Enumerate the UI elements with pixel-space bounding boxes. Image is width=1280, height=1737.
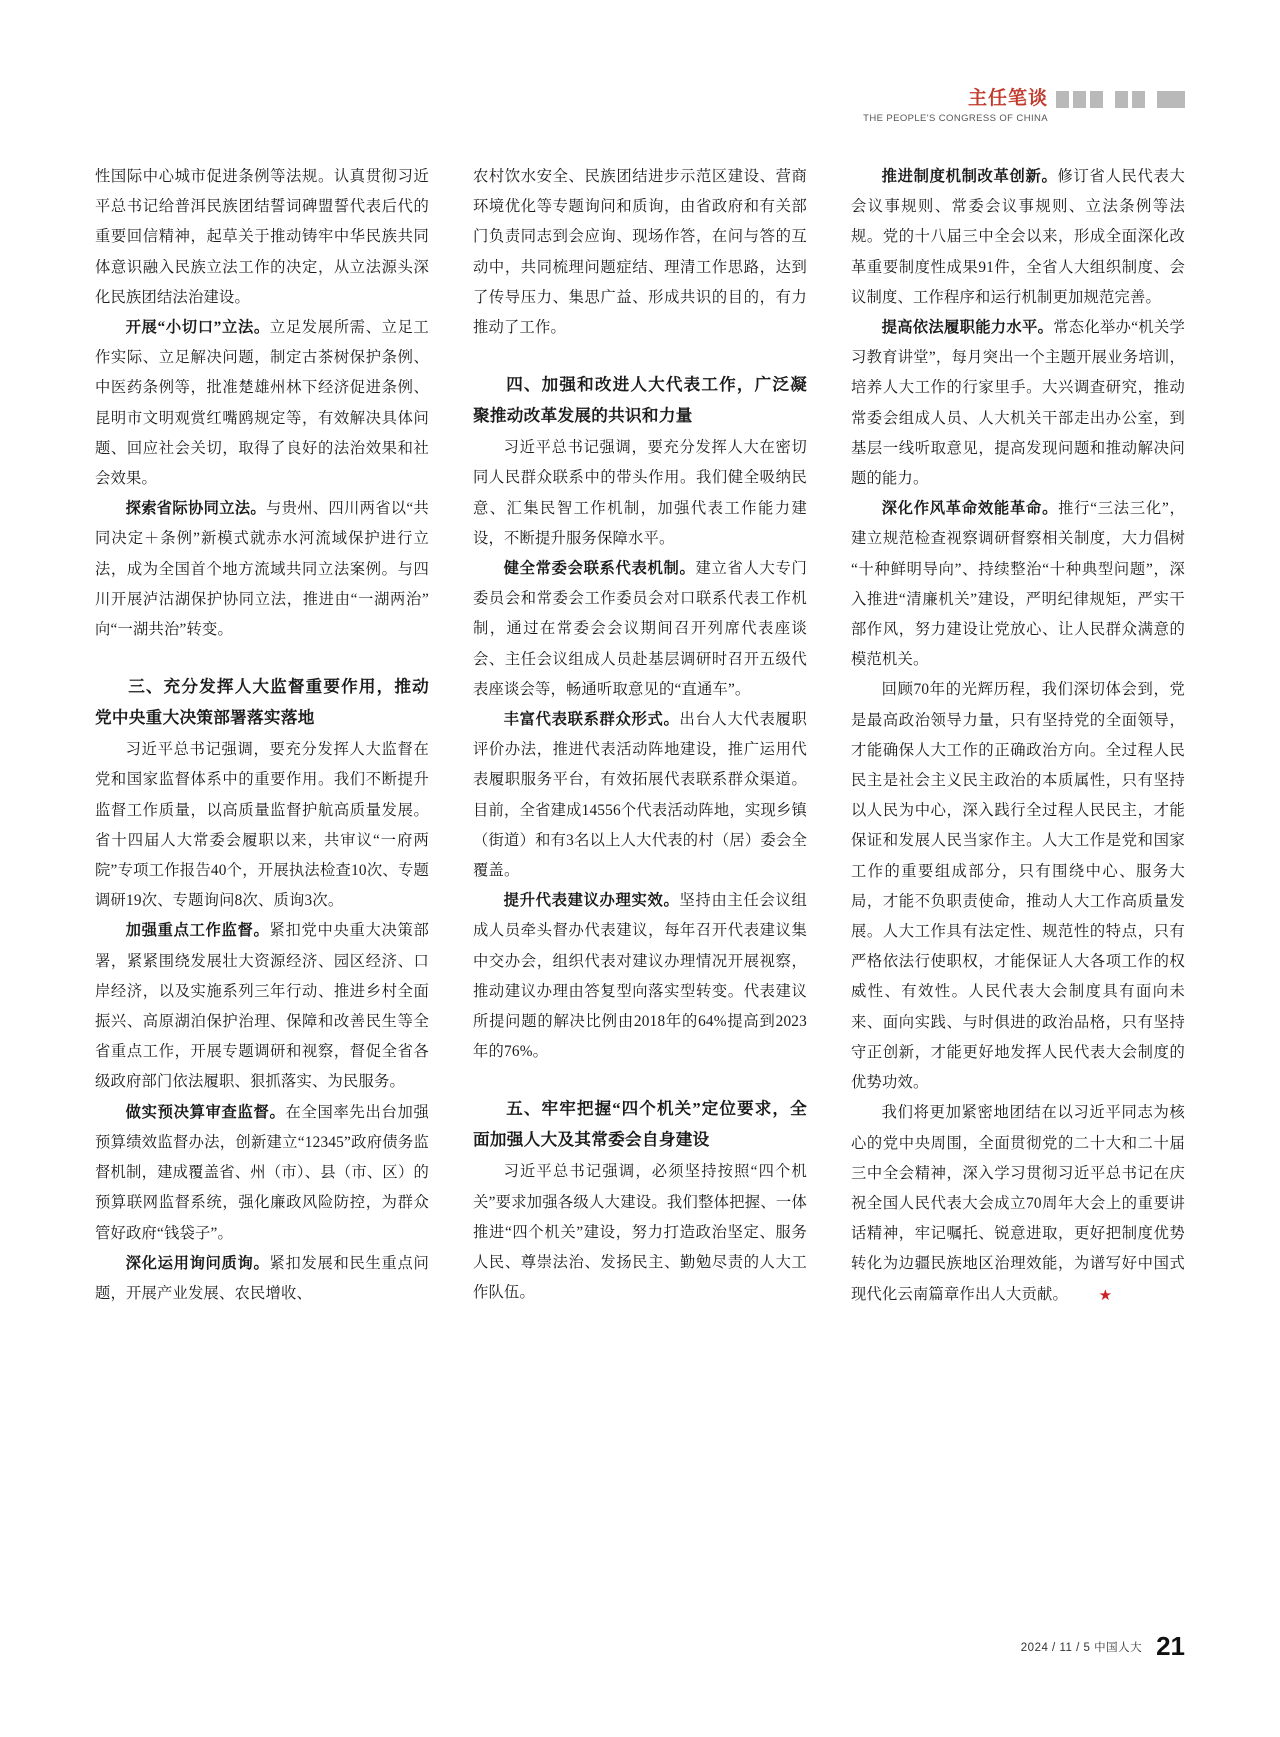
paragraph-lead: 提高依法履职能力水平。 [881,319,1054,337]
body-paragraph [473,433,807,554]
text-column [851,162,1185,1310]
paragraph-lead: 丰富代表联系群众形式。 [503,711,680,729]
body-paragraph [851,313,1185,494]
paragraph-text: 习近平总书记强调，要充分发挥人大在密切同人民群众联系中的带头作用。我们健全吸纳民意、汇集民智工作机制，加强代表工作能力建设，不断提升服务保障水平。 [473,439,807,547]
body-paragraph [851,675,1185,1098]
header-bar [1132,91,1145,108]
body-paragraph [473,705,807,886]
article-columns [95,162,1185,1310]
header-title-cn: 主任笔谈 [967,88,1048,109]
body-paragraph [473,1157,807,1308]
section-heading: 三、充分发挥人大监督重要作用，推动党中央重大决策部署落实落地 [95,677,429,728]
page-footer [1021,1633,1185,1659]
paragraph-lead: 开展“小切口”立法。 [125,319,270,337]
paragraph-text: 推行“三法三化”，建立规范检查视察调研督察相关制度，大力倡树“十种鲜明导向”、持续整治“十种典型问题”，深入推进“清廉机关”建设，严明纪律规矩，严实干部作风，努力建设让党放心、让人民群众满意的模范机关。 [851,500,1185,669]
body-paragraph [95,494,429,645]
header-titles [863,88,1048,125]
footer-meta: 2024 / 11 / 5 中国人大 [1020,1642,1143,1654]
paragraph-text: 回顾70年的光辉历程，我们深切体会到，党是最高政治领导力量，只有坚持党的全面领导，才能确保人大工作的正确政治方向。全过程人民民主是社会主义民主政治的本质属性，只有坚持以人民为中心，深入践行全过程人民民主，才能保证和发展人民当家作主。人大工作是党和国家工作的重要组成部分，只有围绕中心、服务大局，才能不负职责使命，推动人大工作高质量发展。人大工作具有法定性、规范性的特点，只有严格依法行使职权，才能保证人大各项工作的权威性、有效性。人民代表大会制度具有面向未来、面向实践、与时俱进的政治品格，只有坚持守正创新，才能更好地发挥人民代表大会制度的优势功效。 [851,681,1185,1092]
header-decoration-bars [1056,91,1185,108]
paragraph-lead: 加强重点工作监督。 [125,922,270,940]
header-title-en: THE PEOPLE'S CONGRESS OF CHINA [863,112,1048,124]
header-bar-gap [1149,91,1153,108]
article-end-mark: ★ [1098,1287,1113,1304]
body-paragraph [851,1098,1185,1309]
paragraph-text: 紧扣党中央重大决策部署，紧紧围绕发展壮大资源经济、园区经济、口岸经济，以及实施系列三年行动、推进乡村全面振兴、高原湖泊保护治理、保障和改善民生等全省重点工作，开展专题调研和视察，督促全省各级政府部门依法履职、狠抓落实、为民服务。 [95,922,429,1091]
paragraph-lead: 深化作风革命效能革命。 [881,500,1059,518]
body-paragraph [95,916,429,1097]
body-paragraph [95,162,429,313]
header-bar [1115,91,1128,108]
paragraph-text: 在全国率先出台加强预算绩效监督办法，创新建立“12345”政府债务监督机制，建成覆盖省、州（市）、县（市、区）的预算联网监督系统，强化廉政风险防控，为群众管好政府“钱袋子”。 [95,1103,429,1242]
body-paragraph [95,735,429,916]
page-header [863,88,1185,125]
section-heading: 四、加强和改进人大代表工作，广泛凝聚推动改革发展的共识和力量 [473,375,807,426]
paragraph-text: 立足发展所需、立足工作实际、立足解决问题，制定古茶树保护条例、中医药条例等，批准楚雄州林下经济促进条例、昆明市文明观赏红嘴鸥规定等，有效解决具体问题、回应社会关切，取得了良好的法治效果和社会效果。 [95,319,429,488]
body-paragraph [473,162,807,343]
body-paragraph [473,554,807,705]
page-number: 21 [1156,1631,1185,1661]
section-heading: 五、牢牢把握“四个机关”定位要求，全面加强人大及其常委会自身建设 [473,1099,807,1150]
paragraph-lead: 深化运用询问质询。 [125,1254,270,1272]
header-bar [1073,91,1086,108]
paragraph-text: 出台人大代表履职评价办法，推进代表活动阵地建设，推广运用代表履职服务平台，有效拓展代表联系群众渠道。目前，全省建成14556个代表活动阵地，实现乡镇（街道）和有3名以上人大代表的村（居）委会全覆盖。 [473,711,808,880]
paragraph-text: 习近平总书记强调，要充分发挥人大监督在党和国家监督体系中的重要作用。我们不断提升监督工作质量，以高质量监督护航高质量发展。省十四届人大常委会履职以来，共审议“一府两院”专项工作报告40个，开展执法检查10次、专题调研19次、专题询问8次、质询3次。 [95,741,429,910]
paragraph-text: 我们将更加紧密地团结在以习近平同志为核心的党中央周围，全面贯彻党的二十大和二十届三中全会精神，深入学习贯彻习近平总书记在庆祝全国人民代表大会成立70周年大会上的重要讲话精神，牢记嘱托、锐意进取，更好把制度优势转化为边疆民族地区治理效能，为谱写好中国式现代化云南篇章作出人大贡献。 [851,1104,1185,1303]
body-paragraph [95,313,429,494]
paragraph-text: 农村饮水安全、民族团结进步示范区建设、营商环境优化等专题询问和质询，由省政府和有关部门负责同志到会应询、现场作答，在问与答的互动中，共同梳理问题症结、理清工作思路，达到了传导压力、集思广益、形成共识的目的，有力推动了工作。 [473,168,807,337]
paragraph-lead: 探索省际协同立法。 [125,500,266,518]
header-bar-wide [1157,91,1185,108]
paragraph-text: 与贵州、四川两省以“共同决定＋条例”新模式就赤水河流域保护进行立法，成为全国首个地方流域共同立法案例。与四川开展泸沽湖保护协同立法，推进由“一湖两治”向“一湖共治”转变。 [95,500,429,639]
paragraph-text: 坚持由主任会议组成人员牵头督办代表建议，每年召开代表建议集中交办会，组织代表对建议办理情况开展视察，推动建议办理由答复型向落实型转变。代表建议所提问题的解决比例由2018年的64%提高到2023年的76%。 [473,892,808,1061]
paragraph-text: 建立省人大专门委员会和常委会工作委员会对口联系代表工作机制，通过在常委会会议期间召开列席代表座谈会、主任会议组成人员赴基层调研时召开五级代表座谈会等，畅通听取意见的“直通车”。 [473,560,807,698]
paragraph-lead: 健全常委会联系代表机制。 [503,560,696,578]
paragraph-lead: 提升代表建议办理实效。 [503,892,680,910]
paragraph-lead: 做实预决算审查监督。 [125,1103,286,1121]
body-paragraph [851,494,1185,675]
body-paragraph [851,162,1185,313]
paragraph-text: 常态化举办“机关学习教育讲堂”，每月突出一个主题开展业务培训，培养人大工作的行家里手。大兴调查研究，推动常委会组成人员、人大机关干部走出办公室，到基层一线听取意见，提高发现问题和推动解决问题的能力。 [851,319,1185,488]
paragraph-lead: 推进制度机制改革创新。 [881,168,1058,185]
body-paragraph [95,1098,429,1249]
paragraph-text: 习近平总书记强调，必须坚持按照“四个机关”要求加强各级人大建设。我们整体把握、一体推进“四个机关”建设，努力打造政治坚定、服务人民、尊崇法治、发扬民主、勤勉尽责的人大工作队伍。 [473,1163,807,1302]
text-column [473,162,807,1310]
paragraph-text: 修订省人民代表大会议事规则、常委会议事规则、立法条例等法规。党的十八届三中全会以来，形成全面深化改革重要制度性成果91件，全省人大组织制度、会议制度、工作程序和运行机制更加规范完善。 [851,168,1186,306]
paragraph-text: 性国际中心城市促进条例等法规。认真贯彻习近平总书记给普洱民族团结誓词碑盟誓代表后代的重要回信精神，起草关于推动铸牢中华民族共同体意识融入民族立法工作的决定，从立法源头深化民族团结法治建设。 [95,168,429,306]
header-bar-gap [1107,91,1111,108]
header-bar [1056,91,1069,108]
text-column [95,162,429,1310]
body-paragraph [95,1249,429,1309]
paragraph-text: 紧扣发展和民生重点问题，开展产业发展、农民增收、 [95,1254,429,1302]
body-paragraph [473,886,807,1067]
header-bar [1090,91,1103,108]
